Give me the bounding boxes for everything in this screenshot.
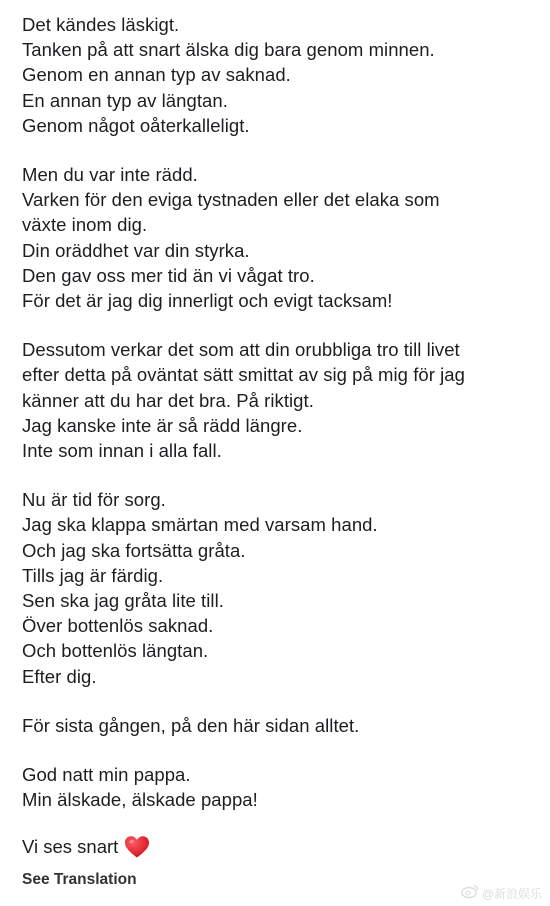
stanza bbox=[22, 713, 532, 738]
post-line: Det kändes läskigt. bbox=[22, 14, 180, 35]
post-line: För det är jag dig innerligt och evigt tacksam! bbox=[22, 290, 393, 312]
post-line: Genom en annan typ av saknad. bbox=[22, 64, 291, 86]
post-line: Tanken på att snart älska dig bara genom minnen. bbox=[22, 39, 435, 61]
post-line: Inte som innan i alla fall. bbox=[22, 440, 222, 462]
weibo-logo-icon bbox=[461, 884, 479, 903]
watermark-text: @新浪娱乐 bbox=[481, 887, 542, 901]
post-line: För sista gången, på den här sidan alltet. bbox=[22, 714, 360, 736]
red-heart-icon bbox=[124, 835, 150, 859]
post-line: Dessutom verkar det som att din orubbliga tro till livet bbox=[22, 339, 460, 361]
stanza bbox=[22, 337, 532, 463]
post-line: känner att du har det bra. På riktigt. bbox=[22, 389, 314, 411]
post-line: En annan typ av längtan. bbox=[22, 89, 228, 111]
post-line: växte inom dig. bbox=[22, 214, 148, 236]
post-line: Och jag ska fortsätta gråta. bbox=[22, 539, 246, 561]
post-line: Genom något oåterkalleligt. bbox=[22, 114, 250, 136]
signoff-line bbox=[22, 834, 532, 859]
post-line: Och bottenlös längtan. bbox=[22, 640, 209, 662]
post-line: Den gav oss mer tid än vi vågat tro. bbox=[22, 264, 315, 286]
post-line: Nu är tid för sorg. bbox=[22, 489, 166, 511]
post-line: Tills jag är färdig. bbox=[22, 564, 164, 586]
post-line: Din oräddhet var din styrka. bbox=[22, 239, 250, 261]
stanza bbox=[22, 762, 532, 812]
post-line: Jag ska klappa smärtan med varsam hand. bbox=[22, 514, 378, 536]
post-line: God natt min pappa. bbox=[22, 764, 191, 786]
post-line: Min älskade, älskade pappa! bbox=[22, 789, 258, 811]
stanza bbox=[22, 12, 532, 138]
post-line: efter detta på oväntat sätt smittat av sig på mig för jag bbox=[22, 364, 465, 386]
signoff-text: Vi ses snart bbox=[22, 836, 119, 858]
post-line: Jag kanske inte är så rädd längre. bbox=[22, 414, 303, 436]
watermark bbox=[461, 884, 542, 903]
post-line: Över bottenlös saknad. bbox=[22, 615, 214, 637]
post-line: Efter dig. bbox=[22, 665, 97, 687]
see-translation-link[interactable]: See Translation bbox=[22, 871, 137, 888]
post-body bbox=[22, 12, 532, 860]
post-line: Men du var inte rädd. bbox=[22, 164, 198, 186]
post-line: Varken för den eviga tystnaden eller det elaka som bbox=[22, 189, 440, 211]
stanza bbox=[22, 162, 532, 313]
post-line: Sen ska jag gråta lite till. bbox=[22, 590, 224, 612]
stanza bbox=[22, 487, 532, 689]
